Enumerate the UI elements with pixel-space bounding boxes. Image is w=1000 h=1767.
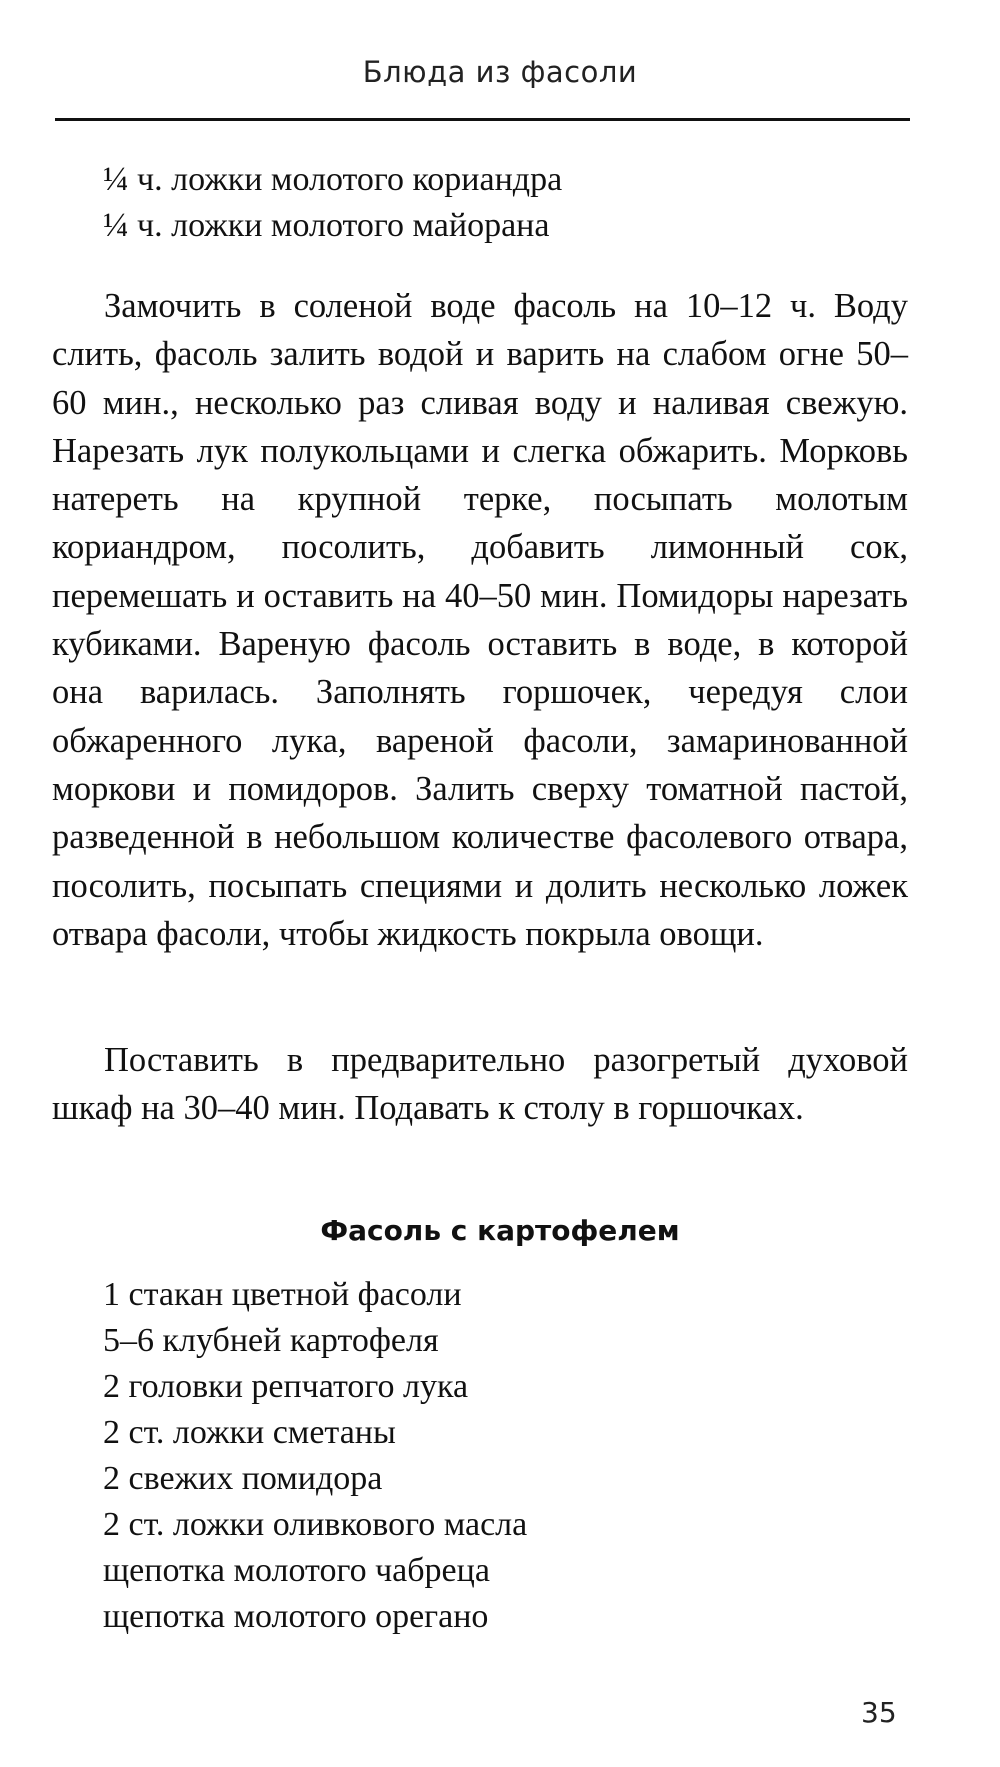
instruction-paragraph: Поставить в предварительно разогретый духовой шкаф на 30–40 мин. Подавать к столу в горшочках.: [52, 1041, 908, 1128]
ingredient-item: ¼ ч. ложки молотого майорана: [103, 207, 550, 244]
serving-block: [52, 1036, 908, 1133]
header-rule: [55, 118, 910, 121]
recipe-ingredients-list: [103, 1272, 527, 1640]
ingredient-item: 5–6 клубней картофеля: [103, 1322, 439, 1359]
ingredient-item: щепотка молотого орегано: [103, 1598, 489, 1635]
ingredient-item: 1 стакан цветной фасоли: [103, 1276, 462, 1313]
ingredient-item: щепотка молотого чабреца: [103, 1552, 490, 1589]
ingredient-item: 2 головки репчатого лука: [103, 1368, 469, 1405]
running-head: Блюда из фасоли: [362, 55, 638, 89]
page-number: 35: [861, 1696, 897, 1729]
ingredients-continued-list: [103, 157, 562, 249]
ingredient-item: 2 ст. ложки оливкового масла: [103, 1506, 528, 1543]
instruction-paragraph: Замочить в соленой воде фасоль на 10–12 ч. Воду слить, фасоль залить водой и варить на слабом огне 50–60 мин., несколько раз сливая воду и наливая свежую. Нарезать лук полукольцами и слегка обжарить. Морковь натереть на крупной терке, посыпать молотым кориандром, посолить, добавить лимонный сок, перемешать и оставить на 40–50 мин. Помидоры нарезать кубиками. Вареную фасоль оставить в воде, в которой она варилась. Заполнять горшочек, чередуя слои обжаренного лука, вареной фасоли, замаринованной моркови и помидоров. Залить сверху томатной пастой, разведенной в небольшом количестве фасолевого отвара, посолить, посыпать специями и долить несколько ложек отвара фасоли, чтобы жидкость покрыла овощи.: [52, 287, 908, 953]
recipe-title: Фасоль с картофелем: [320, 1214, 680, 1247]
ingredient-item: ¼ ч. ложки молотого кориандра: [103, 161, 563, 198]
ingredient-item: 2 ст. ложки сметаны: [103, 1414, 396, 1451]
instructions-block: [52, 282, 908, 958]
ingredient-item: 2 свежих помидора: [103, 1460, 383, 1497]
